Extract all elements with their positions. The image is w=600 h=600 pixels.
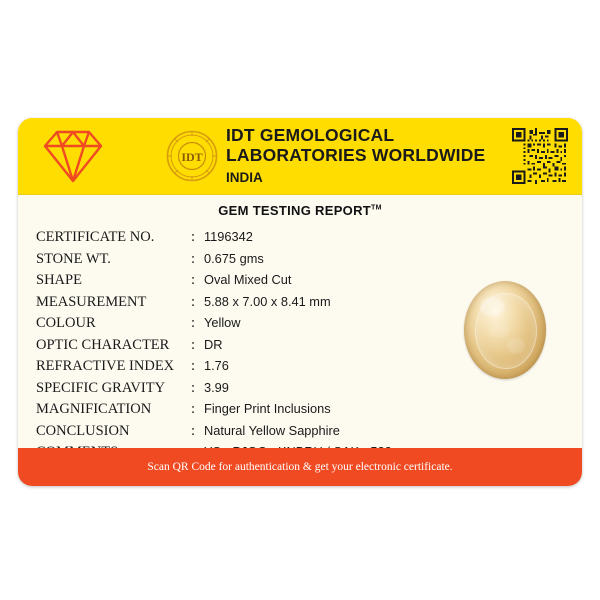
field-label: COLOUR [36,315,96,331]
table-row [36,294,466,316]
field-label: OPTIC CHARACTER [36,336,170,353]
field-separator: : [191,422,196,439]
lab-name-line2: LABORATORIES WORLDWIDE [226,145,486,165]
table-row [36,315,466,337]
field-label: SPECIFIC GRAVITY [36,379,166,396]
field-label: REFRACTIVE INDEX [36,358,175,374]
table-row [36,380,466,402]
field-label: MAGNIFICATION [36,401,152,417]
yellow-sapphire-gem [464,281,546,379]
diamond-icon [40,127,106,185]
footer-instruction-text: Scan QR Code for authentication & get your electronic certificate. [147,461,453,473]
gem-highlight [489,324,510,338]
field-value: 1196342 [204,229,253,244]
field-label: CERTIFICATE NO. [36,229,155,245]
field-value: Oval Mixed Cut [204,272,292,287]
table-row [36,423,466,445]
table-row [36,251,466,273]
certification-seal-icon [166,130,218,182]
field-separator: : [191,229,196,245]
field-separator: : [191,315,196,331]
certificate-header [18,118,582,195]
qr-code-icon[interactable] [512,128,568,184]
lab-name [226,125,485,188]
field-separator: : [191,401,196,417]
field-value: 0.675 gms [204,250,264,266]
field-separator: : [191,379,196,396]
field-separator: : [191,250,196,267]
field-value: 3.99 [204,379,229,395]
field-separator: : [191,272,196,288]
table-row [36,401,466,423]
field-label: STONE WT. [36,250,111,267]
field-value: 5.88 x 7.00 x 8.41 mm [204,293,331,309]
table-row [36,337,466,359]
gem-photo [464,281,546,379]
field-label: SHAPE [36,272,82,288]
certificate-body [18,195,582,448]
field-value: Natural Yellow Sapphire [204,422,340,438]
svg-text:IDT: IDT [181,150,203,164]
field-separator: : [191,358,196,374]
field-value: DR [204,336,223,352]
field-label: MEASUREMENT [36,293,147,310]
gem-highlight [507,338,525,354]
field-value: Yellow [204,315,241,330]
field-separator: : [191,336,196,353]
gem-highlight [480,297,505,317]
report-title [18,203,582,218]
table-row [36,358,466,380]
table-row [36,229,466,251]
gem-certificate-card [18,118,582,486]
lab-name-line1: IDT GEMOLOGICAL [226,125,395,145]
lab-country: INDIA [226,170,263,185]
table-row [36,272,466,294]
field-separator: : [191,293,196,310]
field-value: 1.76 [204,358,229,373]
certificate-footer [18,448,582,486]
field-label: CONCLUSION [36,422,130,439]
gem-properties-list [36,229,466,466]
report-title-text: GEM TESTING REPORT [218,203,372,218]
trademark-mark: TM [371,204,382,212]
field-value: Finger Print Inclusions [204,401,331,416]
